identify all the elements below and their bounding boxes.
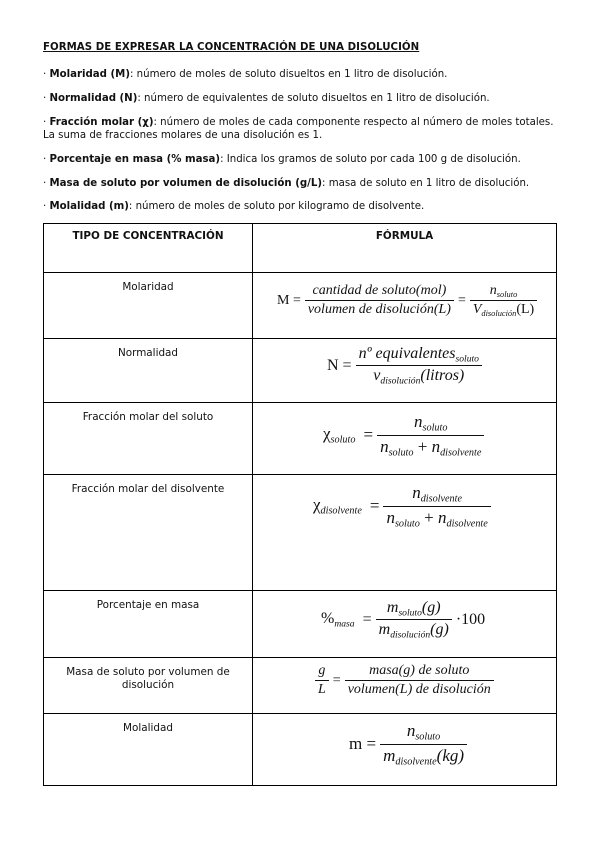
table-row [44,475,557,591]
formula-n: n [380,436,389,456]
table-row [44,658,557,714]
formula-sub: disolución [380,375,421,387]
bullet: · [43,178,47,189]
formula-sub: soluto [422,422,448,434]
formula-sub: soluto [496,289,518,299]
formula-unit: (L) [516,302,535,317]
formula-sub: soluto [415,731,441,743]
definition-term: Normalidad (N) [49,93,138,104]
definition-masa-volumen [43,177,563,190]
formula-equals: = [363,425,374,445]
formula-g: g [315,663,329,681]
formula-porcentaje [253,591,557,658]
formula-normalidad [253,339,557,403]
formula-sub: disolvente [395,756,437,768]
formula-denominator: volumen de disolución(L) [307,302,451,317]
definition-term: Molaridad (M) [49,69,130,80]
definition-fraccion-molar [43,116,563,142]
definition-molaridad [43,68,563,81]
table-row [44,339,557,403]
formula-denominator: volumen(L) de disolución [347,682,491,697]
header-formula: FÓRMULA [253,224,557,273]
formula-sub: masa [334,618,355,630]
definition-text: : Indica los gramos de soluto por cada 100 g de disolución. [220,154,521,165]
percent-symbol: % [321,610,335,628]
definition-porcentaje [43,153,563,166]
formula-lhs: M = [277,292,301,308]
formula-sub: disolvente [420,493,463,505]
formula-n: n [431,436,441,456]
formula-fraccion-soluto [253,403,557,475]
formula-sub: soluto [388,447,414,459]
formula-m: m [378,621,391,639]
formula-sub: disolvente [446,518,488,530]
formula-numerator: masa(g) de soluto [345,663,494,681]
formula-n: n [489,283,497,298]
row-label-normalidad: Normalidad [44,339,253,403]
formula-numerator: nº equivalentes [358,345,456,362]
definition-term: Fracción molar (χ) [49,117,154,128]
definition-text: : número de moles de soluto disueltos en 1 litro de disolución. [129,69,448,80]
formula-equals: = [332,672,341,688]
row-label-masa-volumen: Masa de soluto por volumen de disolución [44,658,253,714]
bullet: · [43,154,47,165]
formula-n: n [412,483,421,502]
chi-symbol: χ [323,424,331,444]
formula-molaridad [253,273,557,339]
formula-sub: disolvente [440,447,482,459]
formula-plus: + [424,507,434,527]
formula-unit: (g) [421,599,441,616]
table-row [44,714,557,786]
formula-sub: disolución [481,308,517,318]
formula-equals: = [369,496,380,516]
header-tipo: TIPO DE CONCENTRACIÓN [44,224,253,273]
definition-term: Porcentaje en masa (% masa) [49,154,221,165]
formula-unit: (g) [430,621,449,639]
formula-sub: soluto [455,353,479,365]
formula-m: m [383,745,396,765]
formula-equals: = [457,292,466,308]
formula-unit: (kg) [436,745,465,765]
row-label-fraccion-disolvente: Fracción molar del disolvente [44,475,253,591]
table-row [44,591,557,658]
formula-sub: disolvente [320,505,362,517]
formula-n: n [414,412,423,431]
formula-v: v [373,367,381,385]
row-label-molaridad: Molaridad [44,273,253,339]
formula-numerator: cantidad de soluto(mol) [305,283,454,301]
formula-l: L [318,682,326,697]
definition-normalidad [43,92,563,105]
definition-term: Molalidad (m) [49,201,129,212]
row-label-fraccion-soluto: Fracción molar del soluto [44,403,253,475]
bullet: · [43,117,47,128]
formula-v: V [472,302,482,317]
definition-text: : número de moles de soluto por kilogramo de disolvente. [128,201,425,212]
definition-text: : número de moles de cada componente respecto al número de moles totales. La suma de fracciones molares de una disolución es 1. [43,117,554,141]
formula-lhs: m = [349,734,377,754]
definition-molalidad [43,200,563,213]
table-header-row [44,224,557,273]
formula-m: m [386,599,399,616]
formula-n: n [437,507,447,527]
formula-equals: = [362,610,372,628]
bullet: · [43,93,47,104]
formula-n: n [386,507,395,527]
formula-gl [253,658,557,714]
formula-sub: soluto [398,607,422,619]
definition-text: : número de equivalentes de soluto disueltos en 1 litro de disolución. [137,93,490,104]
formula-fraccion-disolvente [253,475,557,591]
bullet: · [43,69,47,80]
formula-lhs: N = [327,356,352,374]
chi-symbol: χ [313,495,321,515]
definition-term: Masa de soluto por volumen de disolución (g/L) [49,178,323,189]
table-row [44,273,557,339]
formula-sub: soluto [330,434,356,446]
formula-factor: ·100 [455,610,486,628]
row-label-porcentaje: Porcentaje en masa [44,591,253,658]
formula-sub: soluto [394,518,420,530]
formula-plus: + [417,436,428,456]
table-row [44,403,557,475]
formula-n: n [406,721,416,740]
concentration-table [43,223,557,786]
row-label-molalidad: Molalidad [44,714,253,786]
formula-sub: disolución [390,629,431,641]
bullet: · [43,201,47,212]
formula-unit: (litros) [420,367,465,385]
formula-molalidad [253,714,557,786]
definition-text: : masa de soluto en 1 litro de disolución. [322,178,530,189]
page-title: FORMAS DE EXPRESAR LA CONCENTRACIÓN DE UNA DISOLUCIÓN [43,42,420,53]
